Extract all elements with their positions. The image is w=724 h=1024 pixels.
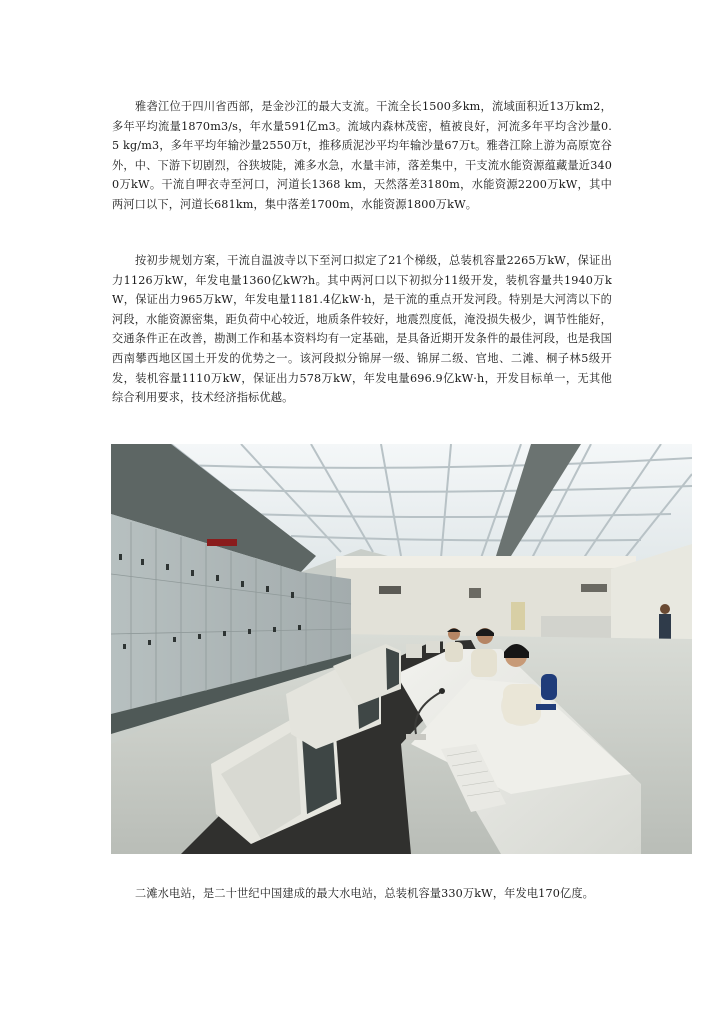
control-room-illustration: [111, 444, 692, 854]
paragraph-ertan-station: 二滩水电站，是二十世纪中国建成的最大水电站，总装机容量330万kW，年发电170亿度。: [135, 887, 594, 900]
paragraph-yalong-river-overview: 雅砻江位于四川省西部，是金沙江的最大支流。干流全长1500多km，流域面积近13万km2，多年平均流量1870m3/s，年水量591亿m3。流域内森林茂密，植被良好，河流多年平均含沙量0.5 kg/m3，多年平均年输沙量2550万t，推移质泥沙平均年输沙量67万t。雅砻江除上游为高原宽谷外，中、下游下切剧烈，谷狭坡陡，滩多水急，水量丰沛，落差集中，干支流水能资源蕴藏量近3400万kW。干流自呷衣寺至河口，河道长1368 km，天然落差3180m，水能资源2200万kW，其中两河口以下，河道长681km，集中落差1700m，水能资源1800万kW。: [112, 100, 612, 211]
control-room-photo: [111, 444, 692, 854]
paragraph-development-plan: 按初步规划方案，干流自温波寺以下至河口拟定了21个梯级，总装机容量2265万kW，保证出力1126万kW，年发电量1360亿kW?h。其中两河口以下初拟分11级开发，装机容量共1940万kW，保证出力965万kW，年发电量1181.4亿kW·h，是干流的重点开发河段。特别是大河湾以下的河段，水能资源密集，距负荷中心较近，地质条件较好，地震烈度低，淹没损失极少，调节性能好，交通条件正在改善，勘测工作和基本资料均有一定基础，是具备近期开发条件的最佳河段，也是我国西南攀西地区国土开发的优势之一。该河段拟分锦屏一级、锦屏二级、官地、二滩、桐子林5级开发，装机容量1110万kW，保证出力578万kW，年发电量696.9亿kW·h，开发目标单一，无其他综合利用要求，技术经济指标优越。: [112, 254, 612, 405]
